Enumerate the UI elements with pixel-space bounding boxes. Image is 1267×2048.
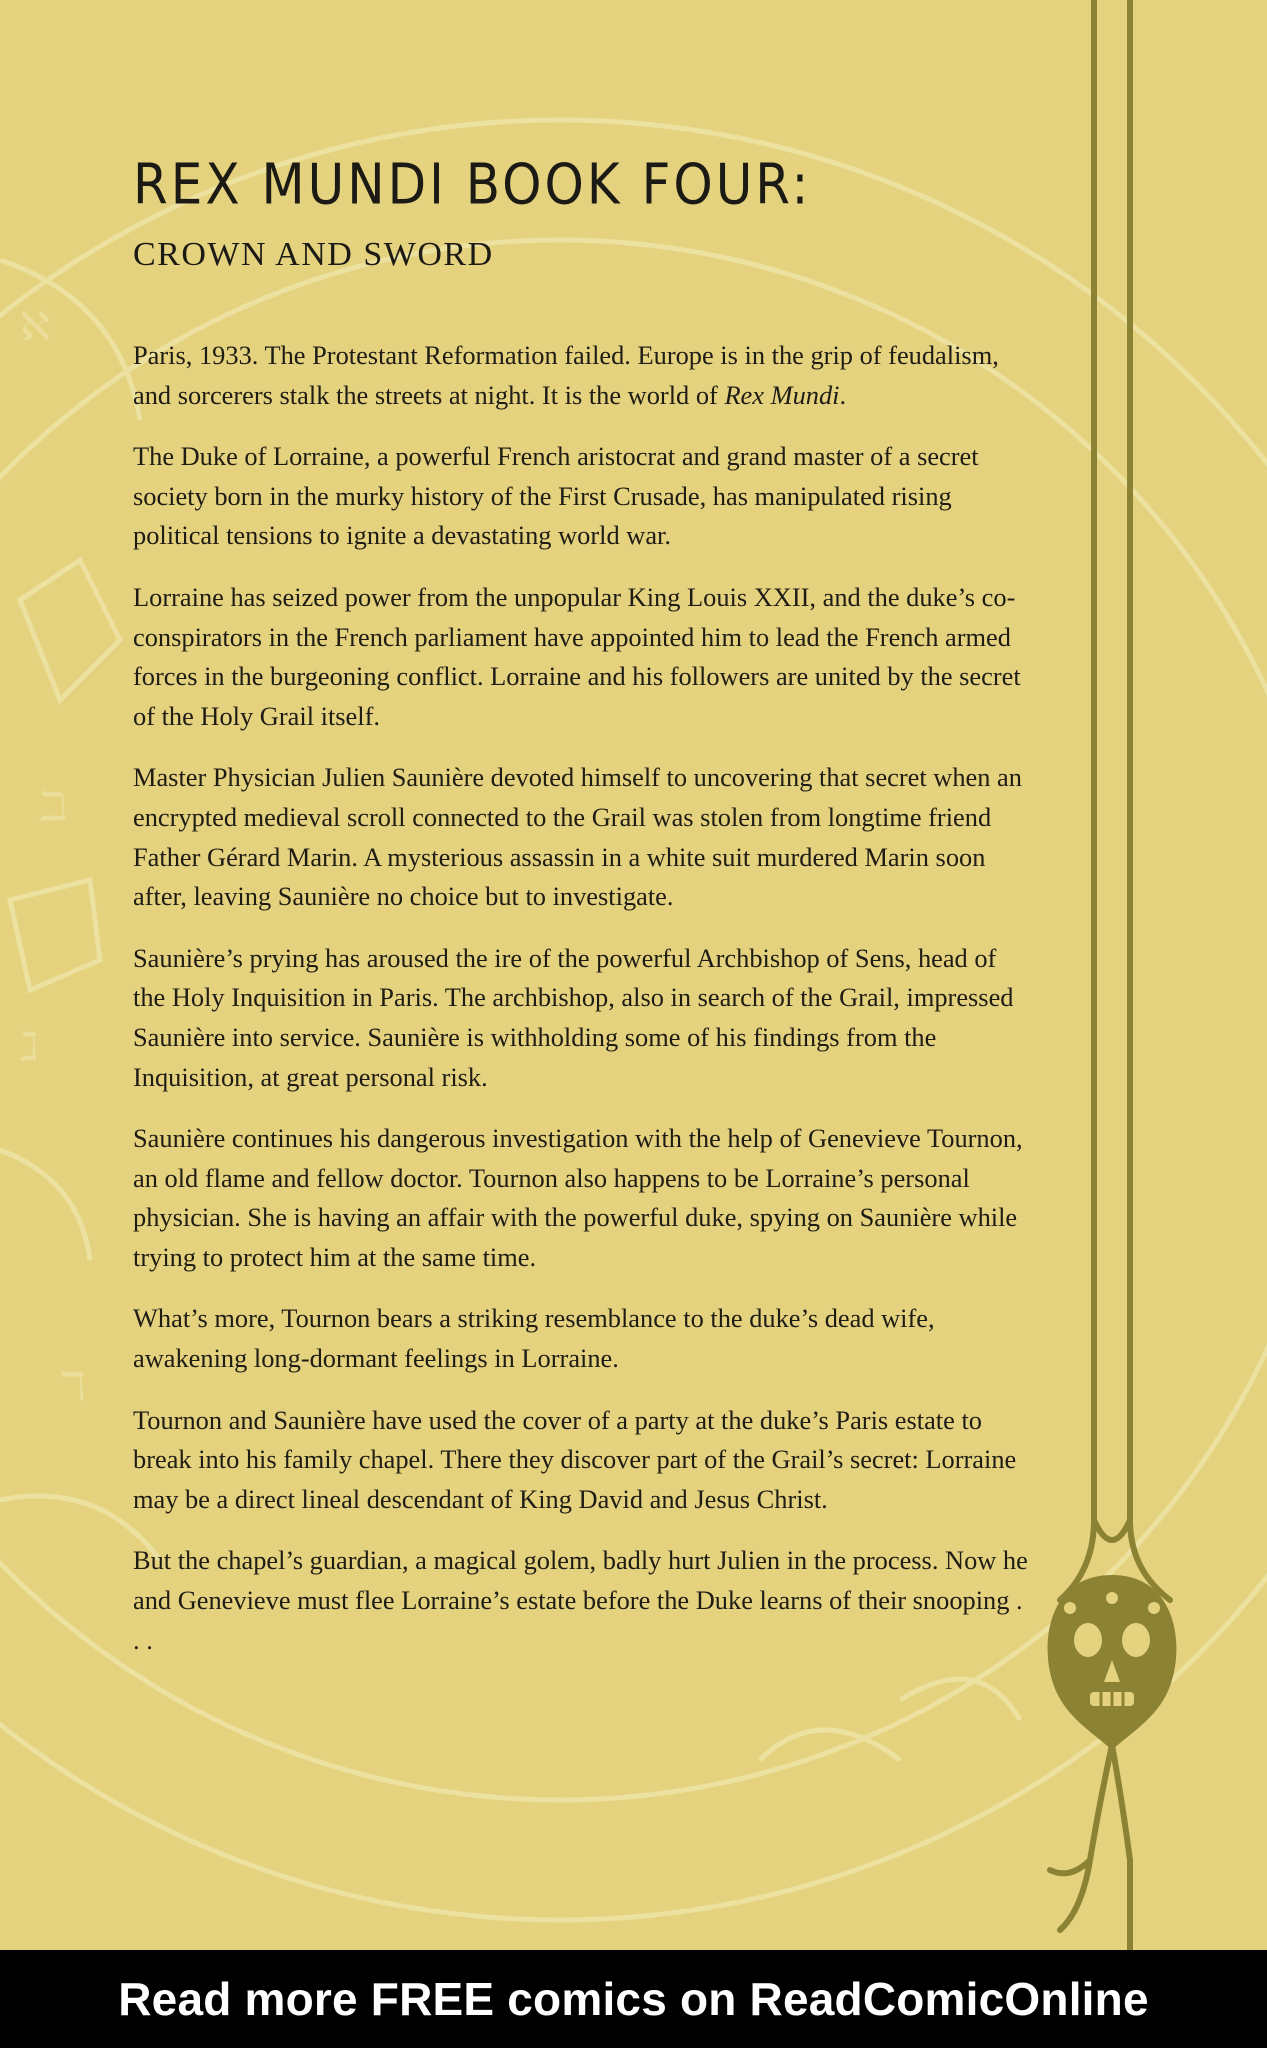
svg-text:ℶ: ℶ (40, 784, 67, 830)
svg-text:ℷ: ℷ (20, 1024, 39, 1070)
synopsis-paragraph-8: Tournon and Saunière have used the cover of a party at the duke’s Paris estate to break into his family chapel. There they discover part of the Grail’s secret: Lorraine may be a direct lineal descendant of King David and Jesus Christ. (133, 1404, 1017, 1514)
synopsis-paragraph-5: Saunière’s prying has aroused the ire of the powerful Archbishop of Sens, head of the Holy Inquisition in Paris. The archbishop, also in search of the Grail, impressed Saunière into service. Saunière is withholding some of his findings from the Inquisition, at great personal risk. (133, 942, 1014, 1092)
svg-text:ℵ: ℵ (20, 304, 50, 350)
synopsis-paragraph-1 (133, 336, 1033, 415)
synopsis-text (133, 336, 1033, 1682)
synopsis-paragraph-3: Lorraine has seized power from the unpopular King Louis XXII, and the duke’s co-conspirators in the French parliament have appointed him to lead the French armed forces in the burgeoning conflict. Lorraine and his followers are united by the secret of the Holy Grail itself. (133, 581, 1021, 731)
book-title: REX MUNDI BOOK FOUR: (133, 152, 812, 217)
art-nouveau-border-ornament (1030, 0, 1267, 1950)
synopsis-paragraph-4: Master Physician Julien Saunière devoted himself to uncovering that secret when an encrypted medieval scroll connected to the Grail was stolen from longtime friend Father Gérard Marin. A mysterious assassin in a white suit murdered Marin soon after, leaving Saunière no choice but to investigate. (133, 762, 1022, 912)
synopsis-paragraph-9: But the chapel’s guardian, a magical golem, badly hurt Julien in the process. Now he and Genevieve must flee Lorraine’s estate before the Duke learns of their snooping . . . (133, 1545, 1028, 1655)
paragraph-1-end: . (839, 379, 847, 410)
rex-mundi-italic: Rex Mundi (724, 379, 840, 410)
synopsis-paragraph-2: The Duke of Lorraine, a powerful French aristocrat and grand master of a secret society born in the murky history of the First Crusade, has manipulated rising political tensions to ignite a devastating world war. (133, 441, 979, 551)
promo-banner-text[interactable]: Read more FREE comics on ReadComicOnline (118, 1973, 1149, 2025)
skull-icon (1048, 1575, 1177, 1750)
promo-footer-banner[interactable] (0, 1950, 1267, 2048)
book-subtitle: CROWN AND SWORD (133, 236, 494, 273)
paragraph-1-text: Paris, 1933. The Protestant Reformation failed. Europe is in the grip of feudalism, and sorcerers stalk the streets at night. It is the world of (133, 340, 999, 410)
svg-text:ℸ: ℸ (60, 1364, 86, 1410)
synopsis-paragraph-6: Saunière continues his dangerous investigation with the help of Genevieve Tournon, an old flame and fellow doctor. Tournon also happens to be Lorraine’s personal physician. She is having an affair with the powerful duke, spying on Saunière while trying to protect him at the same time. (133, 1123, 1023, 1272)
synopsis-paragraph-7: What’s more, Tournon bears a striking resemblance to the duke’s dead wife, awakening long-dormant feelings in Lorraine. (133, 1303, 935, 1374)
